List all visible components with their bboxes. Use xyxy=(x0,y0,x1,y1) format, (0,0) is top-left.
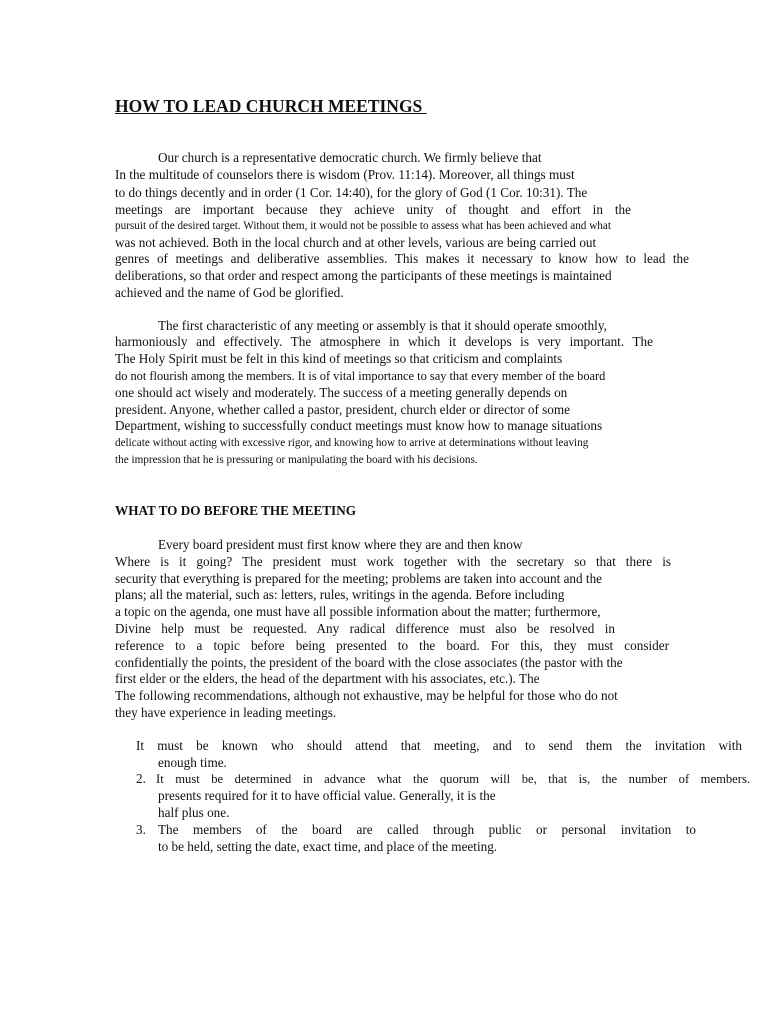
document-title: HOW TO LEAD CHURCH MEETINGS xyxy=(115,96,427,116)
text-line: was not achieved. Both in the local church and at other levels, various are being carried out xyxy=(115,235,597,250)
list-item-number: 2. xyxy=(136,771,146,786)
text-line: reference to a topic before being presented to the board. For this, they must consider xyxy=(115,638,669,653)
text-line: Our church is a representative democratic church. We firmly believe that xyxy=(158,150,542,165)
list-item-text: It must be determined in advance what the quorum will be, that is, the number of members. xyxy=(156,772,750,786)
text-line: deliberations, so that order and respect among the participants of these meetings is maintained xyxy=(115,268,612,283)
text-line: confidentially the points, the president of the board with the close associates (the pastor with the xyxy=(115,655,623,670)
text-line: do not flourish among the members. It is of vital importance to say that every member of the board xyxy=(115,369,606,383)
text-line: to do things decently and in order (1 Cor. 14:40), for the glory of God (1 Cor. 10:31). The xyxy=(115,185,588,200)
text-line: first elder or the elders, the head of the department with his associates, etc.). The xyxy=(115,671,540,686)
text-line: delicate without acting with excessive rigor, and knowing how to arrive at determinations without leaving xyxy=(115,437,589,449)
text-line: harmoniously and effectively. The atmosphere in which it develops is very important. The xyxy=(115,334,653,349)
text-line: one should act wisely and moderately. The success of a meeting generally depends on xyxy=(115,385,568,400)
section-heading: WHAT TO DO BEFORE THE MEETING xyxy=(115,503,356,518)
text-line: pursuit of the desired target. Without them, it would not be possible to assess what has been achieved and what xyxy=(115,220,611,232)
list-item-number: 3. xyxy=(136,822,146,837)
text-line: Divine help must be requested. Any radical difference must also be resolved in xyxy=(115,621,615,636)
text-line: president. Anyone, whether called a pastor, president, church elder or director of some xyxy=(115,402,571,417)
text-line: security that everything is prepared for the meeting; problems are taken into account and the xyxy=(115,571,603,586)
list-item-text: enough time. xyxy=(158,755,227,770)
text-line: In the multitude of counselors there is wisdom (Prov. 11:14). Moreover, all things must xyxy=(115,167,575,182)
text-line: meetings are important because they achieve unity of thought and effort in the xyxy=(115,202,631,217)
text-line: The first characteristic of any meeting or assembly is that it should operate smoothly, xyxy=(158,318,607,333)
text-line: a topic on the agenda, one must have all possible information about the matter; furthermore, xyxy=(115,604,601,619)
text-line: Every board president must first know where they are and then know xyxy=(158,537,523,552)
list-item-text: presents required for it to have official value. Generally, it is the xyxy=(158,788,496,803)
list-item-text: It must be known who should attend that meeting, and to send them the invitation with xyxy=(136,738,742,753)
list-item-text: The members of the board are called through public or personal invitation to xyxy=(158,822,696,837)
text-line: genres of meetings and deliberative assemblies. This makes it necessary to know how to lead the xyxy=(115,251,689,266)
text-line: Department, wishing to successfully conduct meetings must know how to manage situations xyxy=(115,418,603,433)
text-line: they have experience in leading meetings. xyxy=(115,705,337,720)
text-line: plans; all the material, such as: letters, rules, writings in the agenda. Before including xyxy=(115,587,565,602)
text-line: achieved and the name of God be glorified. xyxy=(115,285,344,300)
list-item-text: half plus one. xyxy=(158,805,230,820)
text-line: The following recommendations, although not exhaustive, may be helpful for those who do not xyxy=(115,688,618,703)
text-line: Where is it going? The president must work together with the secretary so that there is xyxy=(115,554,671,569)
text-line: the impression that he is pressuring or manipulating the board with his decisions. xyxy=(115,454,478,466)
text-line: The Holy Spirit must be felt in this kind of meetings so that criticism and complaints xyxy=(115,351,563,366)
list-item-text: to be held, setting the date, exact time, and place of the meeting. xyxy=(158,839,498,854)
